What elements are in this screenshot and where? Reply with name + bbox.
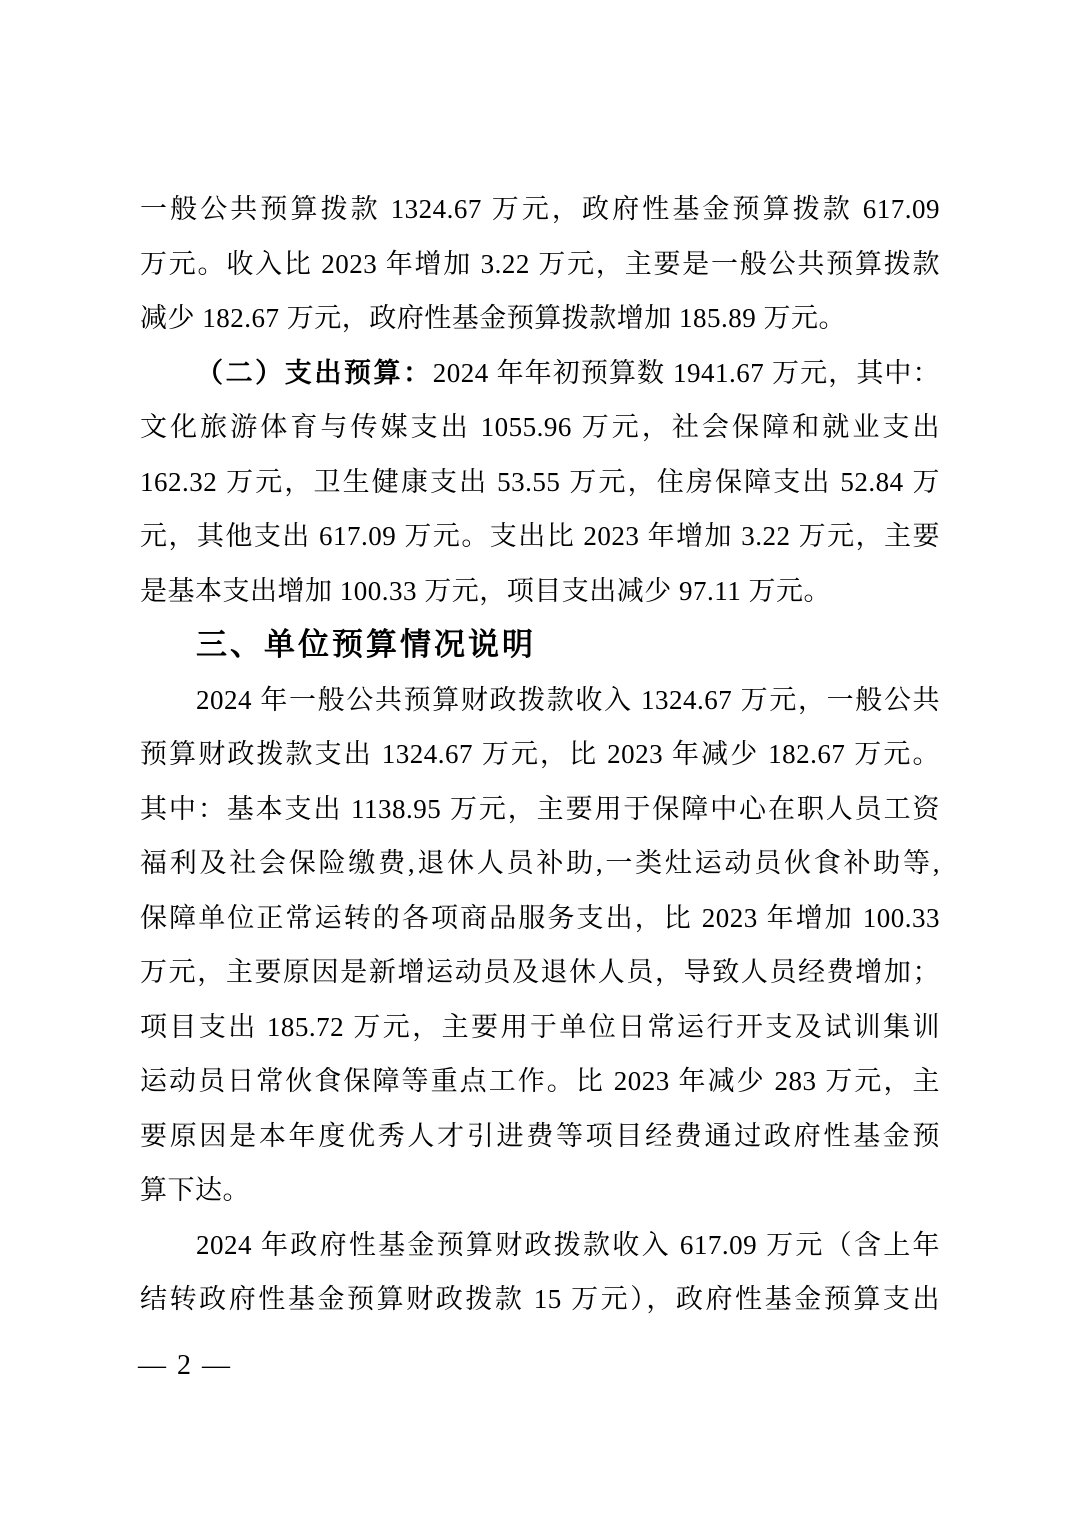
document-line: 福利及社会保险缴费,退休人员补助,一类灶运动员伙食补助等,: [140, 848, 940, 878]
document-line: 要原因是本年度优秀人才引进费等项目经费通过政府性基金预: [140, 1120, 940, 1151]
document-line: 万元。收入比 2023 年增加 3.22 万元，主要是一般公共预算拨款: [140, 248, 940, 279]
text-content: [140, 182, 940, 1327]
document-line: 结转政府性基金预算财政拨款 15 万元），政府性基金预算支出: [140, 1284, 940, 1314]
clause-2-expenditure-lead: （二）支出预算：: [196, 357, 433, 388]
document-line-text: 2024 年年初预算数 1941.67 万元，其中：: [432, 357, 941, 388]
document-line: 预算财政拨款支出 1324.67 万元，比 2023 年减少 182.67 万元。: [140, 739, 940, 769]
document-line: 其中：基本支出 1138.95 万元，主要用于保障中心在职人员工资: [140, 793, 940, 824]
document-line: 一般公共预算拨款 1324.67 万元，政府性基金预算拨款 617.09: [140, 194, 940, 224]
document-line: 是基本支出增加 100.33 万元，项目支出减少 97.11 万元。: [140, 575, 831, 606]
document-line: 算下达。: [140, 1175, 250, 1205]
section-heading-3: 三、单位预算情况说明: [196, 627, 536, 662]
document-line: [140, 346, 940, 401]
document-line: 2024 年一般公共预算财政拨款收入 1324.67 万元，一般公共: [196, 684, 940, 715]
document-line: 减少 182.67 万元，政府性基金预算拨款增加 185.89 万元。: [140, 303, 846, 333]
document-line: 万元，主要原因是新增运动员及退休人员，导致人员经费增加；: [140, 957, 940, 987]
document-line: 162.32 万元，卫生健康支出 53.55 万元，住房保障支出 52.84 万: [140, 466, 940, 497]
page-number: — 2 —: [138, 1350, 232, 1381]
document-line: 保障单位正常运转的各项商品服务支出，比 2023 年增加 100.33: [140, 902, 940, 933]
document-line: 文化旅游体育与传媒支出 1055.96 万元，社会保障和就业支出: [140, 412, 940, 442]
document-line: 运动员日常伙食保障等重点工作。比 2023 年减少 283 万元，主: [140, 1066, 940, 1096]
document-line: 2024 年政府性基金预算财政拨款收入 617.09 万元（含上年: [196, 1229, 940, 1260]
document-line: 元，其他支出 617.09 万元。支出比 2023 年增加 3.22 万元，主要: [140, 521, 940, 551]
document-line: 项目支出 185.72 万元，主要用于单位日常运行开支及试训集训: [140, 1011, 940, 1042]
